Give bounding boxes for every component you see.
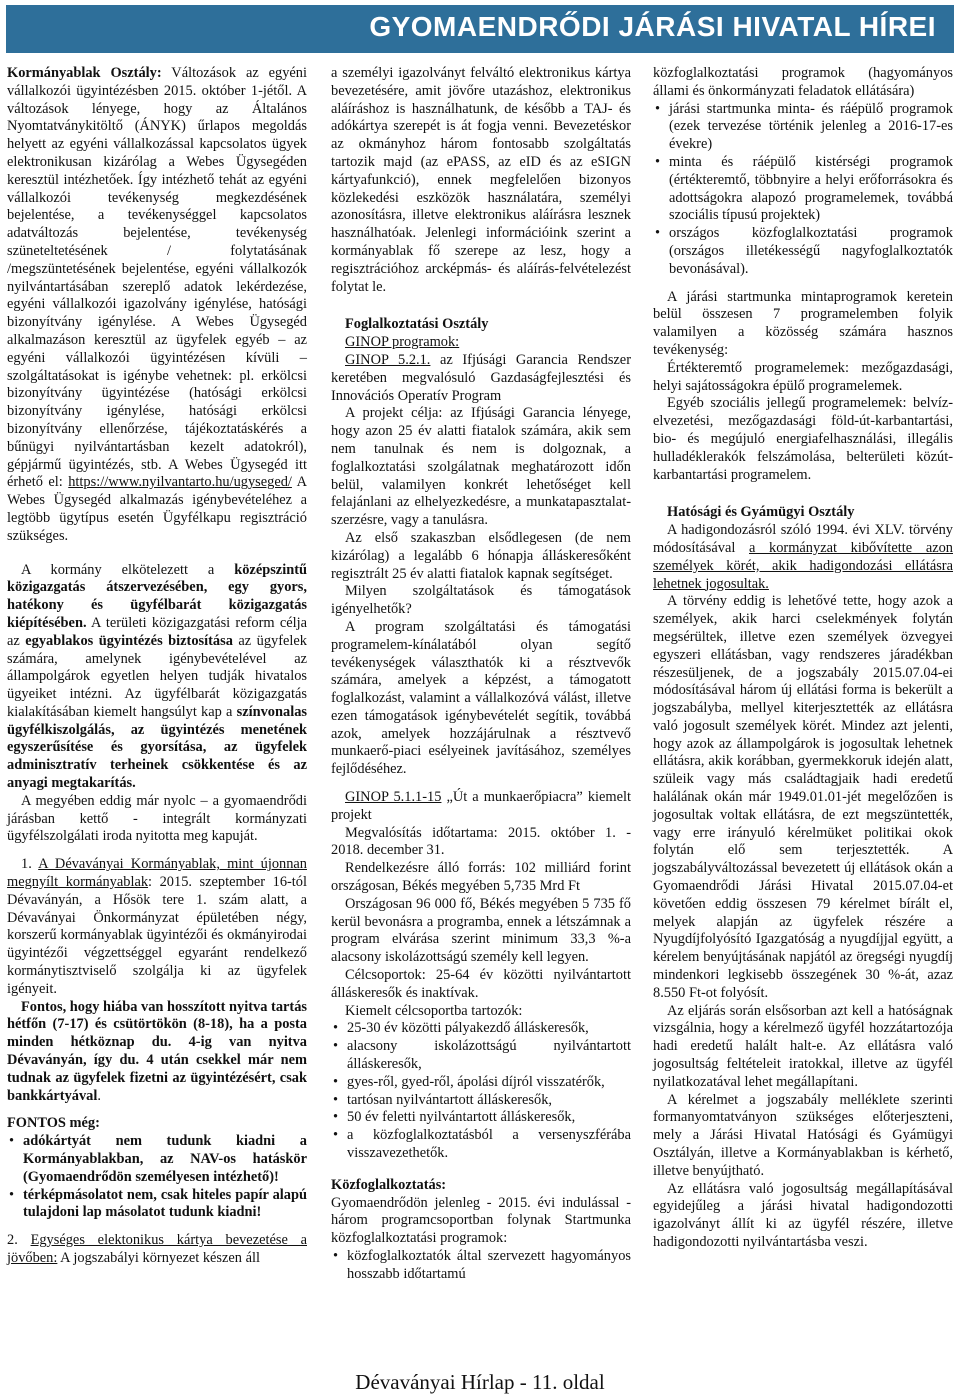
- page-footer: Dévaványai Hírlap - 11. oldal: [355, 1370, 605, 1394]
- target-group-list: [331, 1020, 631, 1162]
- paragraph: A kérelmet a jogszabály melléklete szerinti formanyomtatványon szükséges előterjeszteni, mely a Járási Hivatal Hatósági és Gyámügyi Osztályán, illetve a Kormányablakban is kérhető, illetve benyújtható.: [653, 1091, 953, 1179]
- list-item: • térképmásolatot nem, csak hiteles papír alapú tulajdoni lap másolatot tudunk kiadni!: [7, 1187, 307, 1223]
- paragraph: A projekt célja: az Ifjúsági Garancia lényege, hogy azon 25 év alatti fiatalok számára, akik sem nem tanulnak és nem is dolgoznak, a foglalkoztatási szolgálatnak meghatározott időn belül, valamilyen konkrét lehetőséget kell felajánlani az elhelyezkedésre, a munkatapasztalat-szerzésre, vagy a tanulásra.: [331, 405, 631, 529]
- section-header-banner: [6, 5, 954, 53]
- list-item: • adókártyát nem tudunk kiadni a Kormányablakban, az NAV-os hatáskör (Gyomaendrődön személyesen intézhető)!: [7, 1133, 307, 1186]
- notice-title: FONTOS még:: [7, 1115, 100, 1132]
- list-item: • járási startmunka minta- és ráépülő programok (ezek tervezése történik jelenleg a 2016-17-es évekre): [653, 101, 953, 154]
- paragraph: Az eljárás során elsősorban azt kell a hatóságnak vizsgálnia, hogy a kérelmező ügyfél hozzátartozója hadi eredetű halált halt-e. Az ellátásra való jogosultság feltételeit iratokkal, illetve az ügyfél nyilatkozatával lehet megállapítani.: [653, 1002, 953, 1090]
- section-heading: Hatósági és Gyámügyi Osztály: [667, 504, 855, 521]
- column-3: [653, 65, 953, 1252]
- paragraph: Rendelkezésre álló forrás: 102 milliárd forint országosan, Békés megyében 5,735 Mrd Ft: [331, 860, 631, 895]
- paragraph: Megvalósítás időtartama: 2015. október 1. - 2018. december 31.: [331, 824, 631, 859]
- list-item: • tartósan nyilvántartott álláskeresők,: [331, 1092, 631, 1110]
- list-item: • a közfoglalkoztatásból a versenyszférába visszavezethetők.: [331, 1127, 631, 1163]
- column-1: [7, 65, 307, 1268]
- paragraph: GINOP 5.2.1. az Ifjúsági Garancia Rendszer keretében megvalósuló Gazdaságfejlesztési és Innovációs Operatív Program: [331, 351, 631, 404]
- paragraph: Célcsoportok: 25-64 év közötti nyilvántartott álláskeresők és inaktívak.: [331, 967, 631, 1001]
- list-item: • alacsony iskolázottságú nyilvántartott álláskeresők,: [331, 1038, 631, 1074]
- paragraph: közfoglalkoztatási programok (hagyományos állami és önkormányzati feladatok ellátására): [653, 65, 953, 99]
- paragraph: Milyen szolgáltatások és támogatások igényelhetők?: [331, 583, 631, 618]
- paragraph: A hadigondozásról szóló 1994. évi XLV. törvény módosításával a kormányzat kibővítette azon személyek körét, akik hadigondozási ellátásra lehetnek jogosultak.: [653, 522, 953, 592]
- paragraph: Az ellátásra való jogosultság megállapításával egyidejűleg a járási hivatal hadigondozotti igazolványt állít ki az ügyfél részére, illetve hadigondozotti nyilvántartásba veszi.: [653, 1180, 953, 1250]
- program-list: [331, 1248, 631, 1284]
- paragraph: Kormányablak Osztály: Változások az egyéni vállalkozói ügyintézésben 2015. október 1-jétől. A változások lényege, hogy az Általános Nyomtatványkitöltő (ÁNYK) űrlapos megoldás helyett az egyéni vállalkozással kapcsolatos ügyek elektronikusan kizárólag a Webes Ügysegéden keresztül intézhetőek. Így intézhető tehát az egyéni vállalkozói tevékenység megkezdésének bejelentése, a tevékenységgel kapcsolatos adatváltozás bejelentése, tevékenység szüneteltetésének / folytatásának /megszüntetésének bejelentése, egyéni vállalkozók nyilvántartásában szereplő adatok lekérdezése, egyéni vállalkozói igazolvány igénylése, hatósági bizonyítvány igénylése. A Webes Ügysegéd alkalmazáson keresztül az ügyfelek egyéb – az egyéni vállalkozói ügyintézésen kívüli – szolgáltatásokat is igénybe vehetnek: pl. erkölcsi bizonyítvány ügyintézése (hatósági erkölcsi bizonyítvány igénylése, hatósági erkölcsi bizonyítvány ellenőrzése, tájékoztatáskérés a bűnügyi nyilvántartásban kezelt adatokról), gépjármű ügyintézés, stb. A Webes Ügysegéd itt érhető el: https://www.nyilvantarto.hu/ugyseged/ A Webes Ügysegéd alkalmazás igénybevételéhez a legtöbb ügytípus esetén Ügyfélkapu regisztráció szükséges.: [7, 65, 308, 544]
- column-2: [331, 65, 631, 1284]
- paragraph: A járási startmunka mintaprogramok keretein belül összesen 7 programelemben folyik valamilyen a közösség számára hasznos tevékenység:: [653, 288, 953, 358]
- paragraph: Az első szakaszban elsődlegesen (de nem kizárólag) a legalább 6 hónapja álláskeresőként regisztrált 25 év alatti fiatalok kapnak segítséget.: [331, 529, 631, 582]
- list-item: • országos közfoglalkoztatási programok (országos illetékességű nagyfoglalkoztatók bevonásával).: [653, 225, 953, 278]
- paragraph: Fontos, hogy hiába van hosszított nyitva tartás hétfőn (7-17) és csütörtökön (8-18), ha a posta minden hétköznap du. 4-ig van nyitva Dévaványán, így du. 4 után csekkel már nem tudnak az ügyfelek fizetni az ügyintézésért, csak bankkártyával.: [7, 998, 307, 1104]
- section-title: GYOMAENDRŐDI JÁRÁSI HIVATAL HÍREI: [369, 11, 936, 42]
- paragraph: A program szolgáltatási és támogatási programelem-kínálatából olyan segítő tevékenységek választhatók ki a résztvevők számára, amelyek a képzést, a támogatott foglalkozást, valamint a vállalkozóvá válást, illetve ezen támogatások igénybevételét segítik, továbbá azok, amelyek hozzájárulnak a résztvevő munkaerő-piaci esélyeinek javításához, személyes fejlődéséhez.: [331, 618, 631, 778]
- list-item: • közfoglalkoztatók által szervezett hagyományos hosszabb időtartamú: [331, 1248, 631, 1284]
- list-item: • 50 év feletti nyilvántartott álláskeresők,: [331, 1109, 631, 1127]
- paragraph: Gyomaendrődön jelenleg - 2015. évi indulással - három programcsoportban folynak Startmunka közfoglalkoztatási programok:: [331, 1194, 631, 1247]
- list-item: • minta és ráépülő kistérségi programok (értékteremtő, többnyire a helyi erőforrásokra és adottságokra alapozó programelemek, továbbá szociális típusú projektek): [653, 154, 953, 225]
- paragraph: A megyében eddig már nyolc – a gyomaendrődi járásban kettő - integrált kormányzati ügyfélszolgálati iroda nyitotta meg kapuját.: [7, 792, 307, 845]
- paragraph: A törvény eddig is lehetővé tette, hogy azok a személyek, akik harci cselekmények folytán megsérültek, illetve ezen személyek özvegyei egyszeri ellátásban, vagy rendszeres járadékban részesüljenek, de a jogszabály 2015.07.04-ei módosításával három új ellátási forma is bekerült a jogszabályba, mellyel kiterjesztették az ellátásra való jogosult személyek körét. Mindez azt jelenti, hogy azok az állampolgárok is jogosultak lehetnek ellátásra, akik korábban, gyermekkoruk idején alatt, szüleik vagy más családtagjaik hadi eredetű halálának okán már 1949.01.01-jét megelőzően is jogosultak voltak ellátásra, de ezt megszüntették, vagy erre irányuló kérelmüket politikai okok folytán elő sem terjesztették. A jogszabályváltozással bevezetett új ellátások okán a Gyomaendrődi Járási Hivatal 2015.07.04-et követően eddig összesen 79 kérelmet bírált el, melyek alapján az ügyfelek részére a Nyugdíjfolyósító Igazgatóság a nyugdíjjal együtt, a kérelem benyújtásának napjától az öregségi nyugdíj mindenkori legkisebb összegének 30 %-át, azaz 8.550 Ft-ot folyósít.: [653, 593, 953, 1001]
- paragraph: Értékteremtő programelemek: mezőgazdasági, helyi sajátosságokra épülő programelemek.: [653, 359, 953, 394]
- paragraph: 2. Egységes elektonikus kártya bevezetése a jövőben: A jogszabályi környezet készen áll: [7, 1232, 307, 1266]
- list-item: • 25-30 év közötti pályakezdő álláskeresők,: [331, 1020, 631, 1038]
- paragraph: 1. A Dévaványai Kormányablak, mint újonnan megnyílt kormányablak: 2015. szeptember 16-tól Dévaványán, a Hősök tere 1. szám alatt, a Dévaványai Önkormányzat épületében négy, korszerű kormányablak ügyintézői és okmányirodai ügyintézői végzettséggel egyaránt rendelkező kormánytisztviselő szolgálja ki az ügyfelek igényeit.: [7, 856, 307, 997]
- paragraph: a személyi igazolványt felváltó elektronikus kártya bevezetésére, amit jövőre utazáshoz, elektronikus aláíráshoz is használhatunk, de később a TAJ- és adókártya szerepét is át fogja venni. Bevezetéskor az okmányhoz három fontosabb szolgáltatás tartozik majd (az ePASS, az eID és az eSIGN kártyafunkció), ennek megfelelően bizonyos közlekedési eszközök használatára, személyi azonosításra, illetve elektronikus aláírásra lesznek használhatóak. Jelenlegi információink szerint a kormányablak fő szerepe az lesz, hogy a regisztrációhoz arcképmás- és aláírás-felvételezést folytat le.: [331, 65, 631, 295]
- paragraph: GINOP 5.1.1-15 „Út a munkaerőpiacra” kiemelt projekt: [331, 789, 631, 823]
- paragraph: Országosan 96 000 fő, Békés megyében 5 735 fő kerül bevonásra a programba, ennek a létszámnak a program elvárása szerint minimum 33,3 %-a alacsony iskolázottságú személy kell legyen.: [331, 895, 631, 966]
- paragraph: A kormány elkötelezett a középszintű közigazgatás átszervezésében, egy gyors, hatékony és ügyfélbarát közigazgatás kiépítésében. A területi közigazgatási reform célja az egyablakos ügyintézés biztosítása az ügyfelek számára, amelynek igénybevételével az állampolgárok egyetlen helyen tudják hivatalos ügyeiket intézni. Az ügyfélbarát közigazgatás kialakításában kiemelt hangsúlyt kap a színvonalas ügyfélkiszolgálás, az ügyintézés menetének egyszerűsítése és gyorsítása, az ügyfelek adminisztratív terheinek csökkentése és az anyagi megtakarítás.: [7, 561, 308, 792]
- section-heading: Foglalkoztatási Osztály: [345, 316, 489, 333]
- program-list: [653, 101, 953, 279]
- notice-list: [7, 1133, 307, 1222]
- list-item: • gyes-ről, gyed-ről, ápolási díjról visszatérők,: [331, 1074, 631, 1092]
- paragraph: Egyéb szociális jellegű programelemek: belvíz-elvezetési, mezőgazdasági föld-út-karbantartási, bio- és megújuló energiafelhasználási, illegális hulladéklerakók felszámolása, belterületi közút-karbantartási programelem.: [653, 395, 953, 483]
- webes-ugyseged-link[interactable]: https://www.nyilvantarto.hu/ugyseged/: [68, 474, 292, 491]
- department-name: Kormányablak Osztály:: [7, 65, 162, 81]
- paragraph: Kiemelt célcsoportba tartozók:: [345, 1002, 523, 1019]
- program-label: GINOP programok:: [345, 334, 460, 351]
- section-heading: Közfoglalkoztatás:: [331, 1176, 447, 1193]
